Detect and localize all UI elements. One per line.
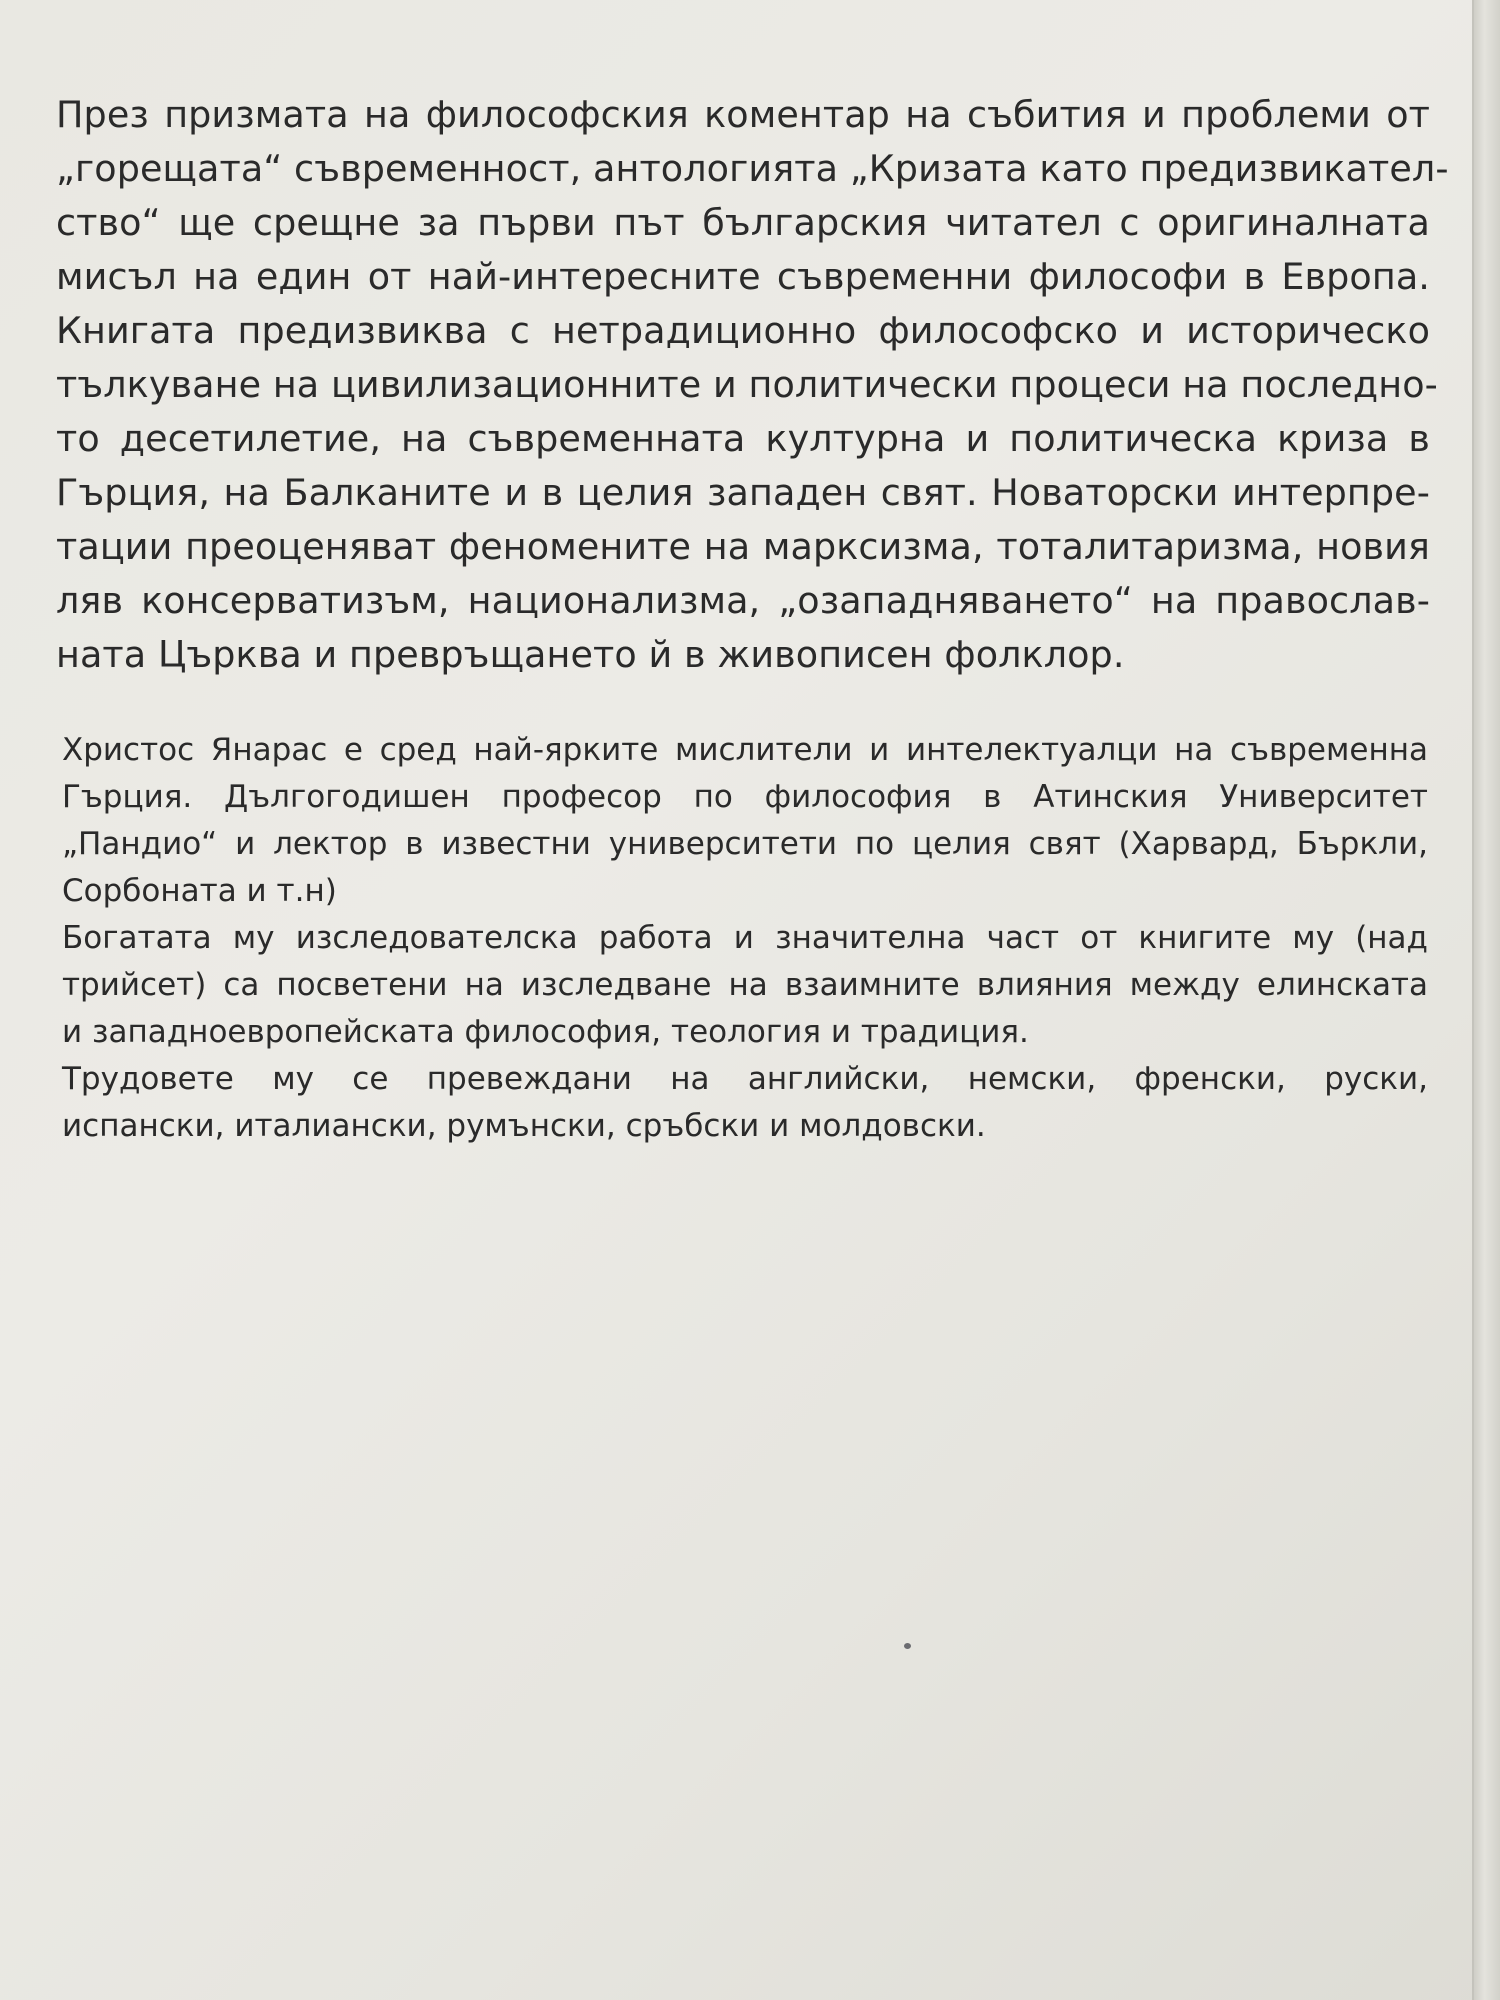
summary-line: През призмата на философския коментар на събития и проблеми от bbox=[56, 93, 1430, 136]
summary-line: ляв консерватизъм, национализма, „озападняването“ на православ- bbox=[56, 579, 1430, 622]
summary-line: то десетилетие, на съвременната културна и политическа криза в bbox=[56, 417, 1430, 460]
summary-line: тълкуване на цивилизационните и политически процеси на последно- bbox=[56, 363, 1438, 406]
summary-line: ство“ ще срещне за първи път българския читател с оригиналната bbox=[56, 201, 1430, 244]
bio-line: и западноевропейската философия, теология и традиция. bbox=[62, 1014, 1029, 1050]
bio-line: Богатата му изследователска работа и значителна част от книгите му (над bbox=[62, 920, 1428, 956]
summary-line: мисъл на един от най-интересните съвременни философи в Европа. bbox=[56, 255, 1430, 298]
summary-line: ната Църква и превръщането й в живописен фолклор. bbox=[56, 633, 1125, 676]
cover-spine-edge bbox=[1474, 0, 1500, 2000]
bio-line: Христос Янарас е сред най-ярките мислители и интелектуалци на съвременна bbox=[62, 732, 1428, 768]
summary-line: тации преоценяват феномените на марксизма, тоталитаризма, новия bbox=[56, 525, 1430, 568]
bio-line: Гърция. Дългогодишен професор по философия в Атинския Университет bbox=[62, 779, 1428, 815]
bio-line: „Пандио“ и лектор в известни университети по целия свят (Харвард, Бъркли, bbox=[62, 826, 1428, 862]
bio-line: трийсет) са посветени на изследване на взаимните влияния между елинската bbox=[62, 967, 1428, 1003]
summary-line: Книгата предизвиква с нетрадиционно философско и историческо bbox=[56, 309, 1430, 352]
bio-line: Трудовете му се превеждани на английски, немски, френски, руски, bbox=[62, 1061, 1428, 1097]
summary-line: „горещата“ съвременност, антологията „Кризата като предизвикател- bbox=[56, 147, 1449, 190]
author-bio-paragraph bbox=[62, 727, 1428, 1150]
book-summary-paragraph bbox=[56, 88, 1449, 682]
bio-line: Сорбоната и т.н) bbox=[62, 873, 337, 909]
bio-line: испански, италиански, румънски, сръбски и молдовски. bbox=[62, 1108, 986, 1144]
summary-line: Гърция, на Балканите и в целия западен свят. Новаторски интерпре- bbox=[56, 471, 1430, 514]
dust-speck bbox=[904, 1643, 911, 1649]
